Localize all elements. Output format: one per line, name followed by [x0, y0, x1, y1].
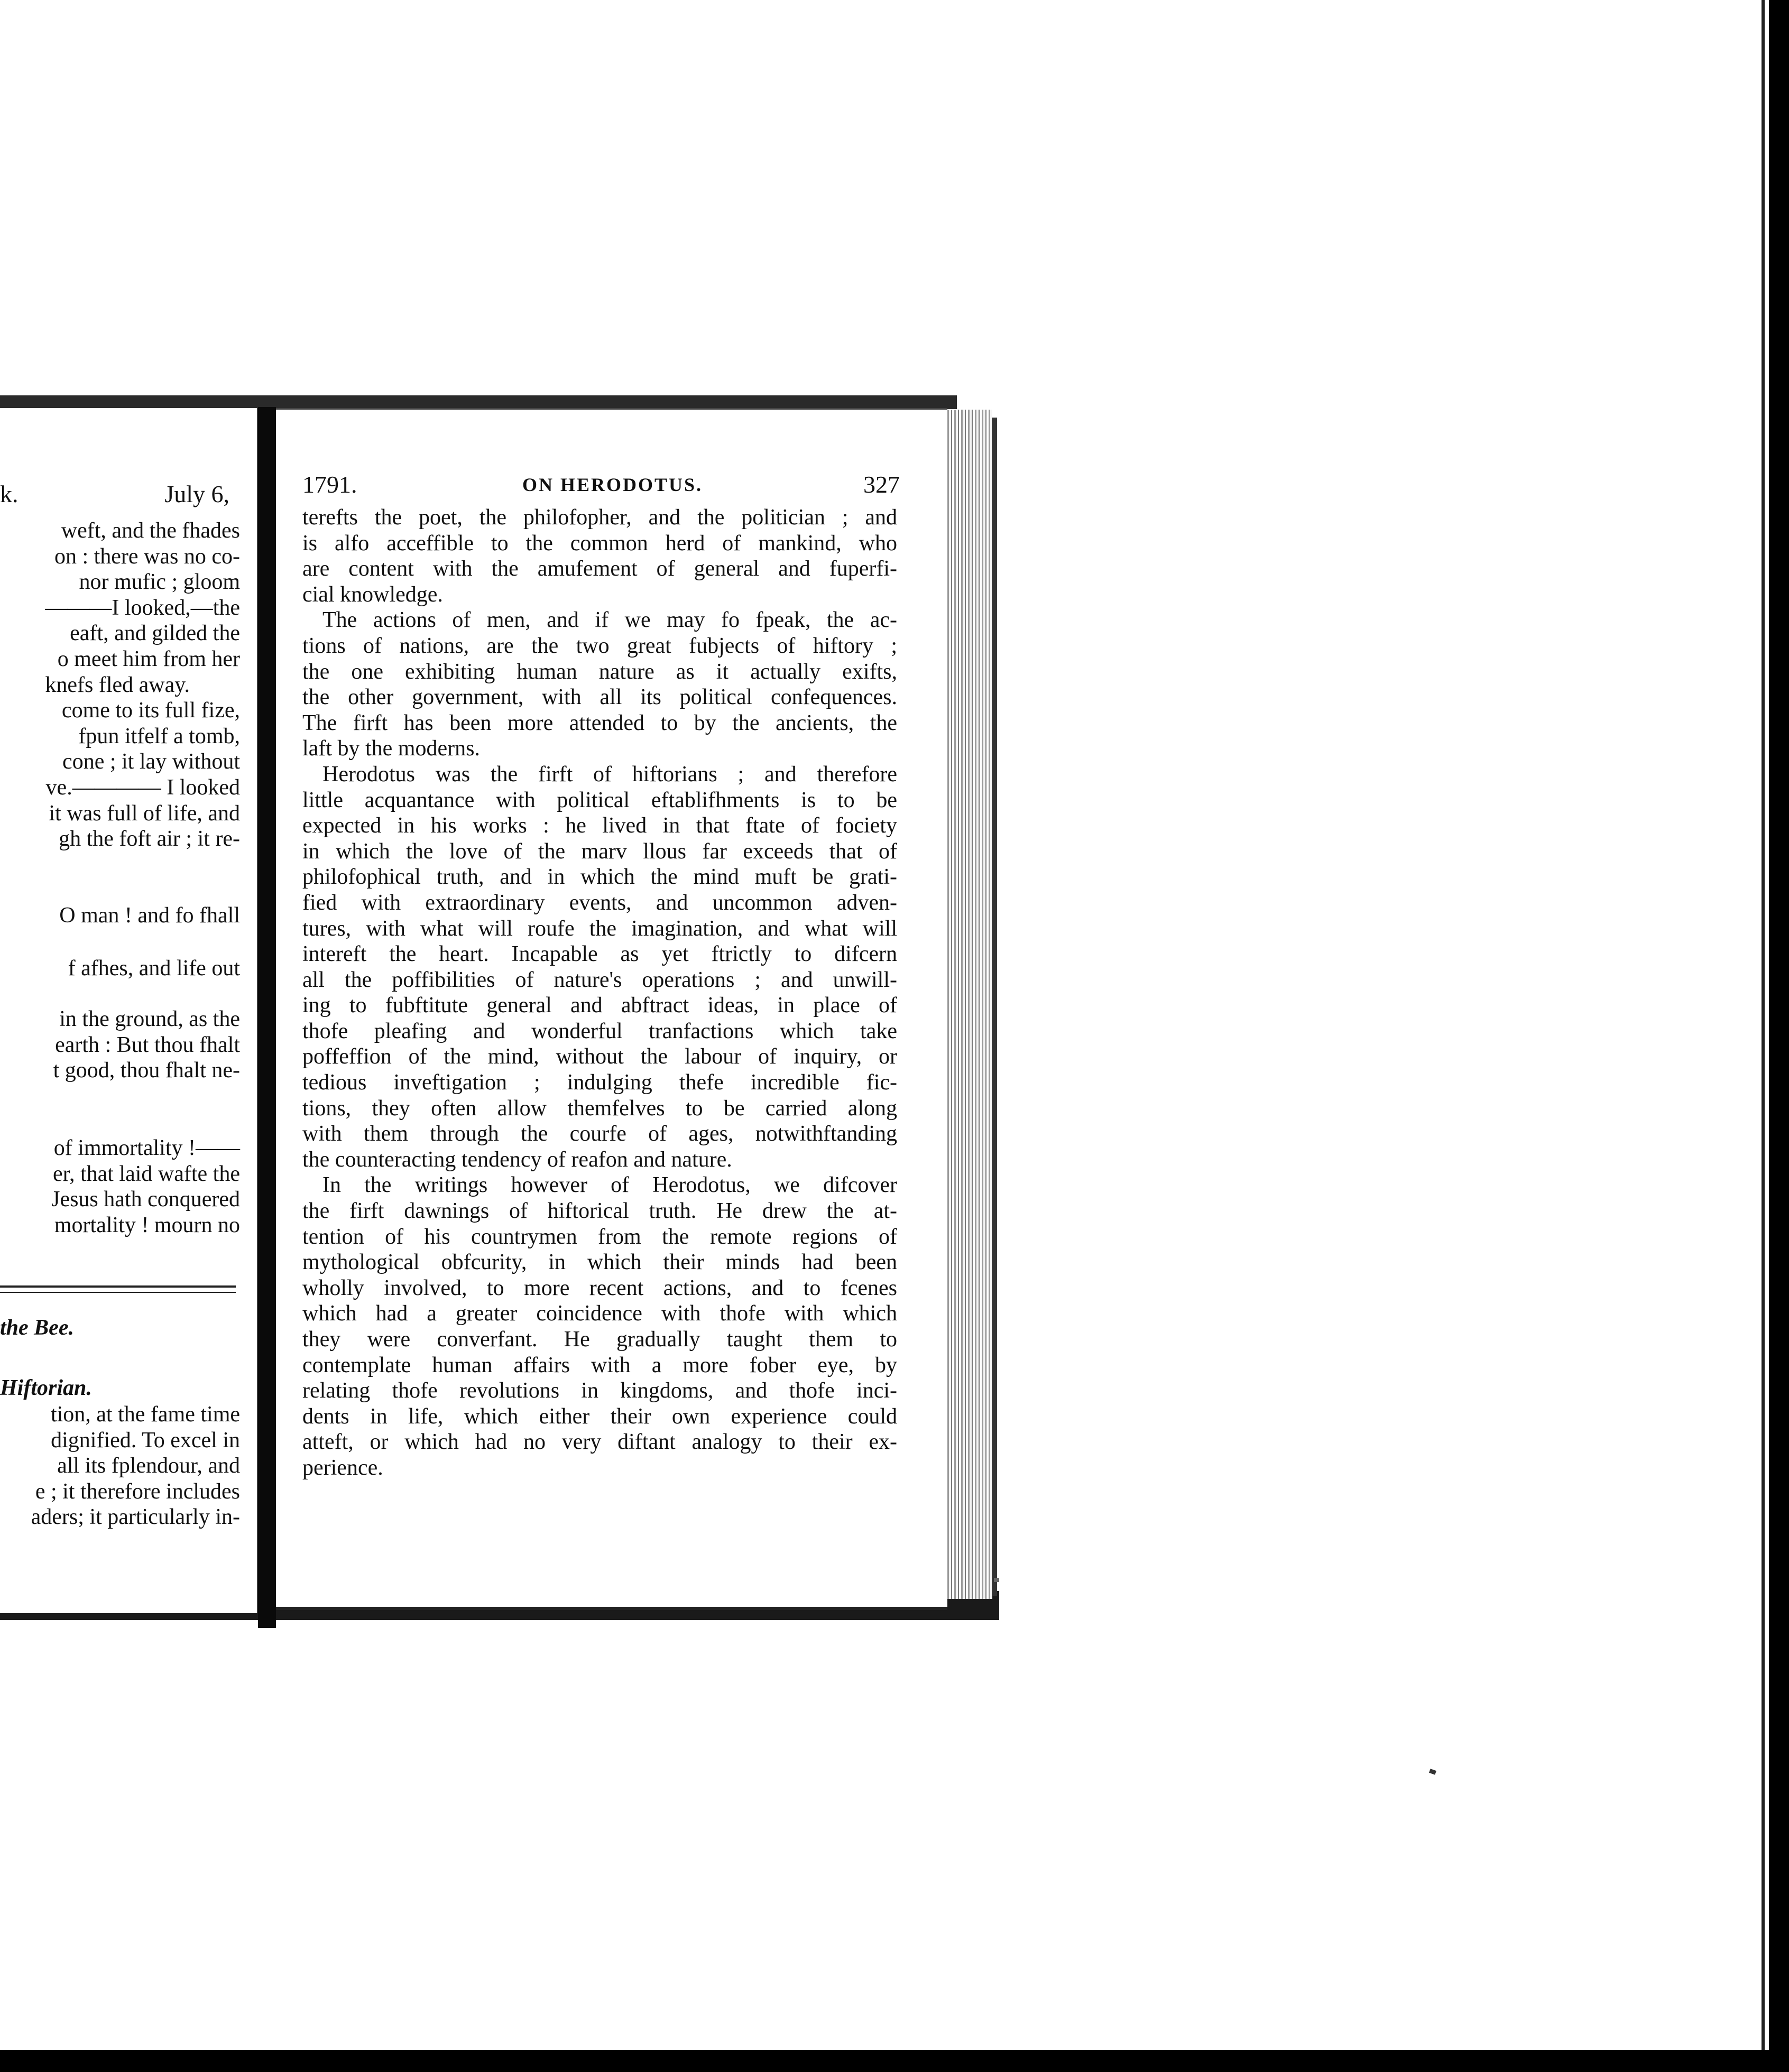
text-line: in which the love of the marv llous far exceeds that of: [302, 839, 897, 864]
text-line: which had a greater coincidence with thofe with which: [302, 1301, 897, 1326]
text-line: thofe pleafing and wonderful tranfactions which take: [302, 1019, 897, 1043]
text-line-ashes: f afhes, and life out: [68, 956, 240, 980]
text-line: aders; it particularly in-: [31, 1505, 240, 1530]
text-line: e ; it therefore includes: [35, 1479, 240, 1504]
text-line: all the poffibilities of nature's operations ; and unwill-: [302, 967, 897, 992]
text-line: eaft, and gilded the: [70, 621, 240, 646]
text-line: come to its full fize,: [61, 698, 240, 723]
text-line: Herodotus was the firft of hiftorians ; and therefore: [322, 762, 897, 787]
left-block-2: [53, 1006, 240, 1084]
text-line: wholly involved, to more recent actions, and to fcenes: [302, 1275, 897, 1300]
text-line: the counteracting tendency of reafon and nature.: [302, 1147, 732, 1172]
text-line: in the ground, as the: [59, 1007, 240, 1031]
left-page: [0, 408, 259, 1613]
page-number: 327: [863, 471, 900, 498]
text-line: intereft the heart. Incapable as yet ftrictly to difcern: [302, 942, 897, 967]
text-line: terefts the poet, the philofopher, and the politician ; and: [302, 505, 897, 530]
subtitle-bee: the Bee.: [0, 1316, 74, 1340]
text-line: tions of nations, are the two great fubjects of hiftory ;: [302, 633, 897, 658]
text-line: is alfo acceffible to the common herd of mankind, who: [302, 531, 897, 556]
text-line: knefs fled away.: [45, 672, 190, 697]
text-line: expected in his works : he lived in that ftate of fociety: [302, 813, 897, 838]
text-line: er, that laid wafte the: [53, 1161, 240, 1186]
text-line: mortality ! mourn no: [54, 1213, 240, 1237]
text-line: gh the foft air ; it re-: [59, 827, 240, 852]
text-line: dignified. To excel in: [51, 1428, 240, 1453]
running-title: ON HERODOTUS.: [522, 474, 703, 495]
scan-border-inner: [1762, 0, 1765, 2051]
header-year: 1791.: [302, 471, 357, 498]
text-line: laft by the moderns.: [302, 736, 480, 761]
text-line-man: O man ! and fo fhall: [59, 903, 240, 928]
text-line: the other government, with all its political confequences.: [302, 685, 897, 710]
right-page: [276, 408, 947, 1610]
subtitle-historian: Hiftorian.: [0, 1376, 92, 1400]
book-spine: [258, 407, 276, 1628]
text-line: earth : But thou fhalt: [55, 1032, 240, 1057]
book-cover-edge: [992, 418, 997, 1596]
text-line: the firft dawnings of hiftorical truth. He drew the at-: [302, 1199, 897, 1224]
text-line: Jesus hath conquered: [51, 1187, 240, 1212]
text-line: ing to fubftitute general and abftract ideas, in place of: [302, 993, 897, 1018]
article-body: [302, 505, 897, 1481]
scan-border-bottom: [0, 2050, 1789, 2072]
text-line: perience.: [302, 1455, 383, 1480]
text-line: tion, at the fame time: [50, 1402, 240, 1427]
left-block-1: [45, 518, 240, 852]
text-line: poffeffion of the mind, without the labour of inquiry, or: [302, 1044, 897, 1069]
text-line: little acquantance with political eftablifhments is to be: [302, 788, 897, 812]
text-line: they were converfant. He gradually taught them to: [302, 1327, 897, 1352]
text-line: the one exhibiting human nature as it actually exifts,: [302, 659, 897, 684]
text-line: nor mufic ; gloom: [79, 570, 240, 595]
text-line: of immortality !——: [53, 1136, 240, 1160]
left-block-3: [51, 1135, 240, 1238]
left-header-fragment: k.: [0, 480, 19, 507]
text-line: The firft has been more attended to by the ancients, the: [302, 710, 897, 735]
book-top-edge: [0, 395, 957, 409]
scan-speck: [1429, 1769, 1436, 1775]
text-line: it was full of life, and: [49, 801, 240, 826]
text-line: tedious inveftigation ; indulging thefe incredible fic-: [302, 1070, 897, 1095]
running-header: [302, 470, 900, 502]
left-header-date: July 6,: [164, 480, 229, 507]
text-line: philofophical truth, and in which the mind muft be grati-: [302, 865, 897, 890]
text-line: fpun itfelf a tomb,: [78, 724, 240, 748]
text-line: all its fplendour, and: [57, 1454, 240, 1478]
text-line: contemplate human affairs with a more fober eye, by: [302, 1353, 897, 1377]
text-line: mythological obfcurity, in which their minds had been: [302, 1250, 897, 1275]
text-line: In the writings however of Herodotus, we difcover: [322, 1173, 897, 1198]
text-line: are content with the amufement of general and fuperfi-: [302, 557, 897, 581]
text-line: tention of his countrymen from the remote regions of: [302, 1224, 897, 1249]
scan-border-right: [1769, 0, 1789, 2072]
text-line: ———I looked,—the: [45, 595, 240, 620]
text-line: o meet him from her: [57, 646, 240, 671]
text-line: t good, thou fhalt ne-: [53, 1058, 240, 1083]
text-line: cial knowledge.: [302, 582, 443, 607]
text-line: on : there was no co-: [54, 544, 240, 569]
text-line: tions, they often allow themfelves to be carried along: [302, 1096, 897, 1121]
text-line: relating thofe revolutions in kingdoms, and thofe inci-: [302, 1379, 897, 1403]
page-edges: [947, 410, 992, 1599]
text-line: with them through the courfe of ages, notwithftanding: [302, 1122, 897, 1146]
section-rule: [0, 1285, 236, 1288]
text-line: tures, with what will roufe the imagination, and what will: [302, 916, 897, 941]
section-rule-thin: [0, 1292, 236, 1293]
text-line: weft, and the fhades: [61, 519, 240, 543]
scan-artifact: [994, 1578, 999, 1582]
text-line: cone ; it lay without: [62, 750, 240, 774]
text-line: dents in life, which either their own experience could: [302, 1404, 897, 1429]
text-line: atteft, or which had no very diftant analogy to their ex-: [302, 1430, 897, 1455]
text-line: fied with extraordinary events, and uncommon adven-: [302, 890, 897, 915]
text-line: ve.———— I looked: [45, 775, 240, 800]
left-block-4: [31, 1402, 240, 1530]
text-line: The actions of men, and if we may fo fpeak, the ac-: [322, 608, 897, 633]
